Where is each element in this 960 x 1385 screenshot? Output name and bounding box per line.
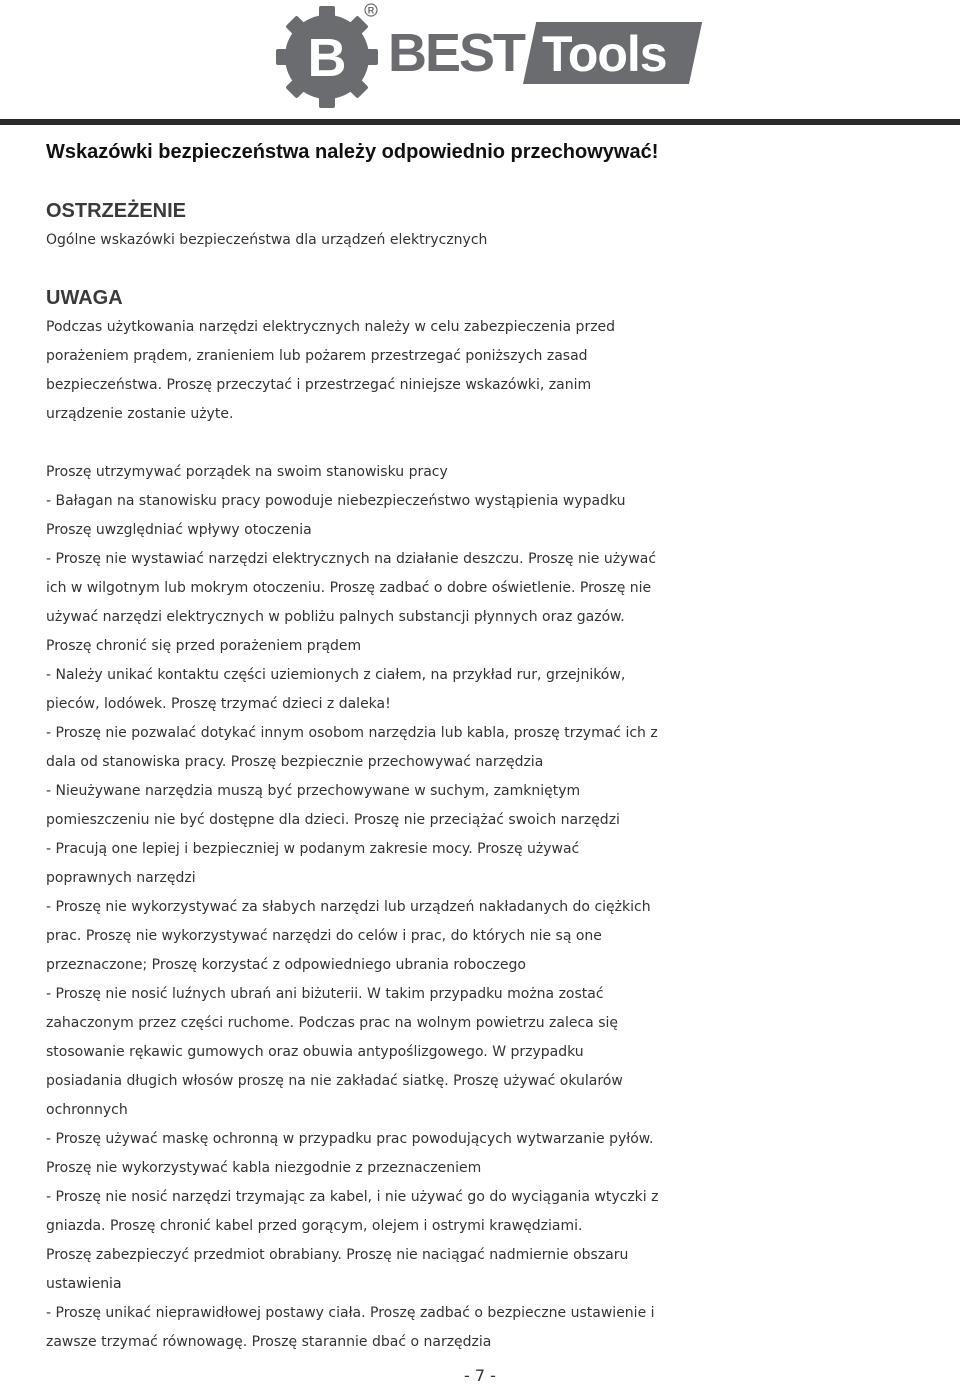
warning-heading: OSTRZEŻENIE [46, 200, 187, 222]
body-line: przeznaczone; Proszę korzystać z odpowiedniego ubrania roboczego [46, 957, 526, 973]
gear-logo-icon [272, 2, 382, 112]
paragraph-gap [46, 429, 926, 458]
caution-line: porażeniem prądem, zranieniem lub pożarem przestrzegać poniższych zasad [46, 348, 588, 364]
body-line: gniazda. Proszę chronić kabel przed gorącym, olejem i ostrymi krawędziami. [46, 1218, 583, 1234]
page-number: - 7 - [464, 1366, 496, 1385]
body-line: - Należy unikać kontaktu części uziemionych z ciałem, na przykład rur, grzejników, [46, 667, 626, 683]
brand-best-text: BEST [388, 23, 525, 83]
page-title: Wskazówki bezpieczeństwa należy odpowiednio przechowywać! [46, 141, 659, 163]
body-line: - Proszę nie wykorzystywać za słabych narzędzi lub urządzeń nakładanych do ciężkich [46, 899, 651, 915]
body-line: zahaczonym przez części ruchome. Podczas prac na wolnym powietrzu zaleca się [46, 1015, 619, 1031]
body-line: zawsze trzymać równowagę. Proszę starannie dbać o narzędzia [46, 1334, 492, 1350]
page-header [0, 0, 960, 125]
body-line: Proszę chronić się przed porażeniem prądem [46, 638, 362, 654]
body-line: - Proszę nie nosić luźnych ubrań ani biżuterii. W takim przypadku można zostać [46, 986, 604, 1002]
body-line: - Proszę nie wystawiać narzędzi elektrycznych na działanie deszczu. Proszę nie używać [46, 551, 657, 567]
body-line: Proszę utrzymywać porządek na swoim stanowisku pracy [46, 464, 448, 480]
caution-line: Podczas użytkowania narzędzi elektrycznych należy w celu zabezpieczenia przed [46, 319, 616, 335]
body-line: stosowanie rękawic gumowych oraz obuwia antypoślizgowego. W przypadku [46, 1044, 584, 1060]
body-line: ustawienia [46, 1276, 122, 1292]
caution-line: bezpieczeństwa. Proszę przeczytać i przestrzegać niniejsze wskazówki, zanim [46, 377, 592, 393]
body-line: Proszę nie wykorzystywać kabla niezgodnie z przeznaczeniem [46, 1160, 482, 1176]
body-line: dala od stanowiska pracy. Proszę bezpiecznie przechowywać narzędzia [46, 754, 544, 770]
warning-text: Ogólne wskazówki bezpieczeństwa dla urządzeń elektrycznych [46, 232, 488, 248]
body-line: - Nieużywane narzędzia muszą być przechowywane w suchym, zamkniętym [46, 783, 581, 799]
body-line: - Proszę nie nosić narzędzi trzymając za kabel, i nie używać go do wyciągania wtyczki z [46, 1189, 659, 1205]
header-rule [0, 119, 960, 125]
registered-mark [364, 2, 378, 16]
svg-text:R: R [367, 5, 375, 16]
body-line: ochronnych [46, 1102, 128, 1118]
body-line: - Proszę unikać nieprawidłowej postawy ciała. Proszę zadbać o bezpieczne ustawienie i [46, 1305, 655, 1321]
body-line: - Proszę używać maskę ochronną w przypadku prac powodujących wytwarzanie pyłów. [46, 1131, 654, 1147]
body-line: poprawnych narzędzi [46, 870, 196, 886]
caution-heading: UWAGA [46, 287, 123, 309]
document-body [46, 137, 926, 1357]
caution-line: urządzenie zostanie użyte. [46, 406, 234, 422]
body-line: - Bałagan na stanowisku pracy powoduje niebezpieczeństwo wystąpienia wypadku [46, 493, 626, 509]
body-line: używać narzędzi elektrycznych w pobliżu palnych substancji płynnych oraz gazów. [46, 609, 625, 625]
body-line: Proszę zabezpieczyć przedmiot obrabiany. Proszę nie naciągać nadmiernie obszaru [46, 1247, 629, 1263]
body-line: Proszę uwzględniać wpływy otoczenia [46, 522, 312, 538]
body-line: posiadania długich włosów proszę na nie zakładać siatkę. Proszę używać okularów [46, 1073, 623, 1089]
body-line: - Proszę nie pozwalać dotykać innym osobom narzędzia lub kabla, proszę trzymać ich z [46, 725, 658, 741]
brand-tools-text: Tools [542, 26, 667, 82]
body-line: pieców, lodówek. Proszę trzymać dzieci z daleka! [46, 696, 391, 712]
body-line: pomieszczeniu nie być dostępne dla dzieci. Proszę nie przeciążać swoich narzędzi [46, 812, 620, 828]
body-line: - Pracują one lepiej i bezpieczniej w podanym zakresie mocy. Proszę używać [46, 841, 580, 857]
body-line: prac. Proszę nie wykorzystywać narzędzi do celów i prac, do których nie są one [46, 928, 602, 944]
safety-instructions [46, 458, 926, 1357]
body-line: ich w wilgotnym lub mokrym otoczeniu. Proszę zadbać o dobre oświetlenie. Proszę nie [46, 580, 652, 596]
logo-letter: B [307, 28, 347, 88]
